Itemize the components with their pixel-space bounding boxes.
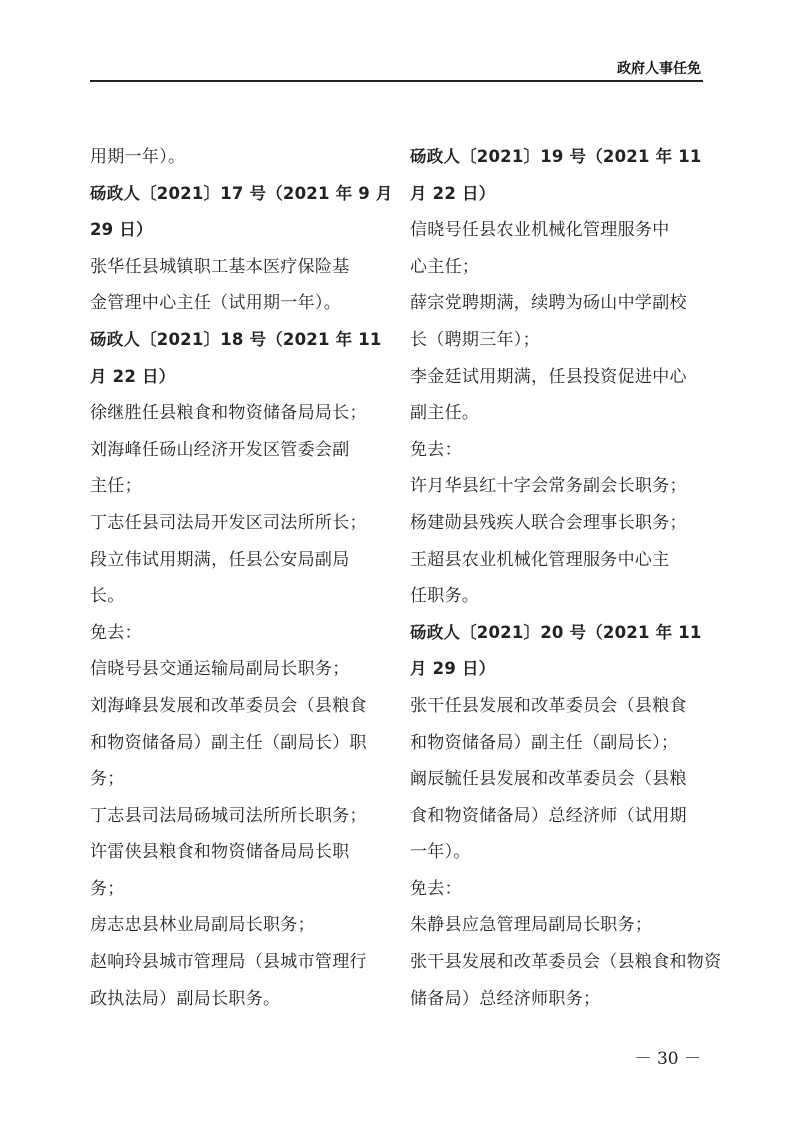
text-line: 张华任县城镇职工基本医疗保险基 [90, 256, 350, 277]
text-line: 务； [90, 878, 125, 899]
text-line: 段立伟试用期满，任县公安局副局 [90, 549, 350, 570]
text-line: 副主任。 [410, 403, 480, 424]
text-line: 许雷侠县粮食和物资储备局局长职 [90, 842, 350, 863]
text-line: 任职务。 [410, 586, 480, 607]
text-line: 李金廷试用期满，任县投资促进中心 [410, 366, 687, 387]
text-line: 张干任县发展和改革委员会（县粮食 [410, 695, 687, 716]
page-number: － 30 － [634, 1049, 701, 1069]
document-number-heading: 砀政人〔2021〕19 号（2021 年 11 [410, 147, 702, 166]
text-line: 丁志县司法局砀城司法所所长职务； [90, 805, 367, 826]
text-line: 和物资储备局）副主任（副局长）职 [90, 732, 367, 753]
text-line: 丁志任县司法局开发区司法所所长； [90, 512, 367, 533]
document-number-heading: 月 22 日） [90, 366, 176, 386]
text-line: 免去： [90, 622, 142, 643]
text-line: 政执法局）副局长职务。 [90, 988, 281, 1009]
text-line: 金管理中心主任（试用期一年）。 [90, 293, 341, 314]
text-line: 食和物资储备局）总经济师（试用期 [410, 805, 687, 826]
running-header-title: 政府人事任免 [617, 61, 701, 77]
text-line: 薛宗党聘期满，续聘为砀山中学副校 [410, 293, 687, 314]
text-line: 长。 [90, 586, 125, 607]
text-line: 徐继胜任县粮食和物资储备局局长； [90, 403, 367, 424]
left-column [90, 139, 393, 1017]
text-line: 信晓号县交通运输局副局长职务； [90, 659, 350, 680]
text-line: 免去： [410, 439, 462, 460]
text-line: 房志忠县林业局副局长职务； [90, 915, 315, 936]
text-line: 许月华县红十字会常务副会长职务； [410, 476, 687, 497]
text-line: 用期一年）。 [90, 147, 186, 167]
document-number-heading: 月 29 日） [410, 659, 496, 679]
document-number-heading: 砀政人〔2021〕18 号（2021 年 11 [90, 329, 382, 349]
text-line: 一年）。 [410, 842, 471, 863]
document-number-heading: 月 22 日） [410, 183, 496, 203]
header-divider [90, 80, 703, 82]
text-line: 阚辰毓任县发展和改革委员会（县粮 [410, 769, 687, 790]
text-line: 务； [90, 769, 125, 790]
text-line: 免去： [410, 878, 462, 899]
text-line: 刘海峰县发展和改革委员会（县粮食 [90, 695, 367, 716]
text-line: 张干县发展和改革委员会（县粮食和物资 [410, 952, 722, 973]
text-line: 王超县农业机械化管理服务中心主 [410, 549, 670, 570]
document-number-heading: 29 日） [90, 220, 153, 240]
text-line: 刘海峰任砀山经济开发区管委会副 [90, 439, 350, 460]
document-number-heading: 砀政人〔2021〕17 号（2021 年 9 月 [90, 183, 393, 203]
text-line: 长（聘期三年）； [410, 329, 540, 350]
text-line: 信晓号任县农业机械化管理服务中 [410, 220, 670, 241]
text-line: 心主任； [410, 256, 480, 277]
text-line: 主任； [90, 476, 142, 497]
text-line: 和物资储备局）副主任（副局长）； [410, 732, 679, 753]
text-line: 朱静县应急管理局副局长职务； [410, 915, 653, 936]
document-number-heading: 砀政人〔2021〕20 号（2021 年 11 [410, 622, 702, 642]
text-line: 储备局）总经济师职务； [410, 988, 601, 1009]
right-column [410, 139, 722, 1017]
text-line: 杨建勋县残疾人联合会理事长职务； [410, 512, 687, 533]
text-line: 赵响玲县城市管理局（县城市管理行 [90, 952, 367, 973]
